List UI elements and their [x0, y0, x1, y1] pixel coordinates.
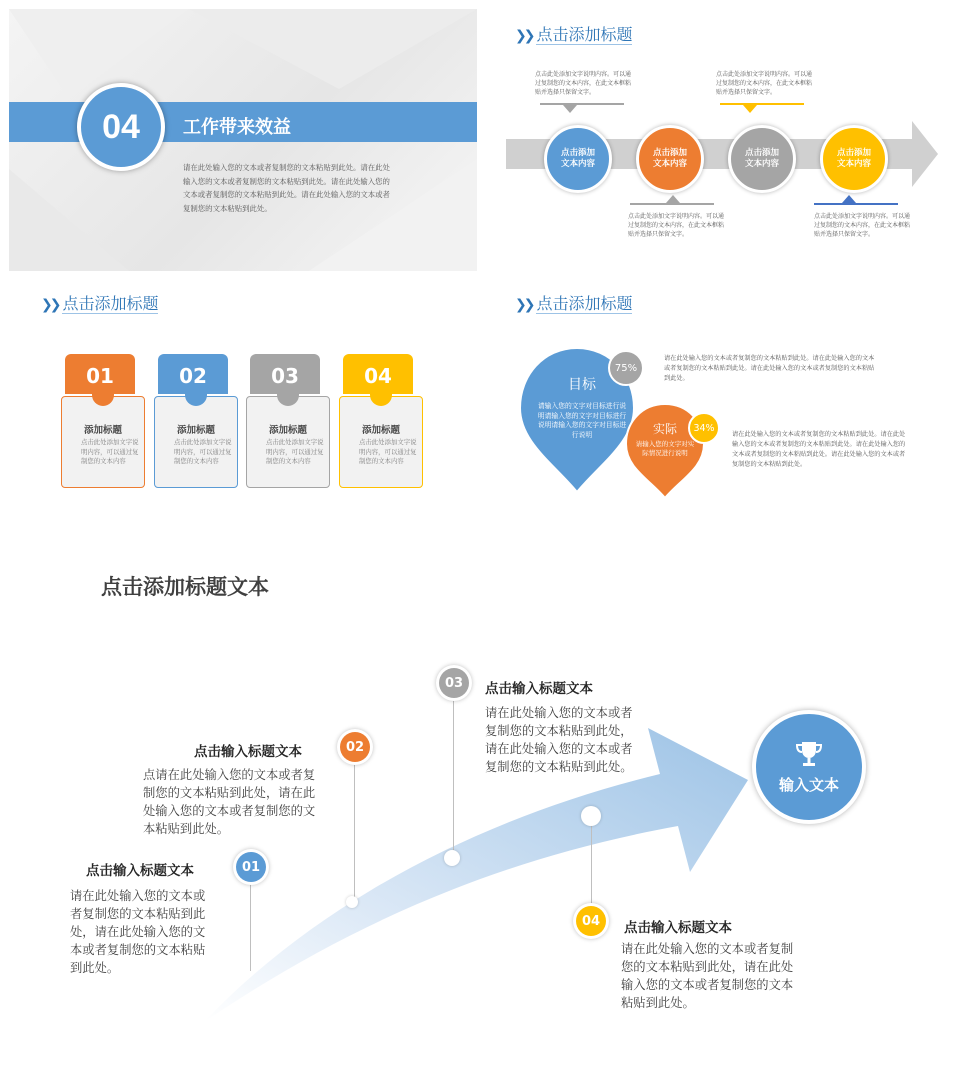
section-number: 04 — [102, 107, 140, 146]
card-number: 01 — [65, 354, 135, 394]
step-heading-1: 点击输入标题文本 — [86, 863, 194, 879]
feature-card-2[interactable] — [154, 354, 230, 486]
slide-4-title: ❯❯ 点击添加标题 — [515, 294, 633, 313]
double-chevron-icon: ❯❯ — [515, 27, 533, 44]
callout-pointer-2 — [666, 195, 680, 203]
section-body: 请在此处输入您的文本或者复制您的文本粘贴到此处。请在此处输入您的文本或者复制您的文本粘贴到此处。请在此处输入您的文本或者复制您的文本粘贴到此处。请在此处输入您的文本或者复制您的文本粘贴到此处。 — [183, 163, 390, 213]
slide-2-title: ❯❯ 点击添加标题 — [515, 25, 633, 44]
actual-text: 请输入您的文字对实际情况进行说明 — [635, 440, 695, 457]
card-title: 添加标题 — [176, 425, 215, 436]
section-number-badge — [77, 83, 165, 171]
goal-percent-badge: 75% — [608, 350, 644, 386]
step-text-1: 请在此处输入您的文本或者复制您的文本粘贴到此处，请在此处输入您的文本或者复制您的文本粘贴到此处。 — [70, 889, 206, 975]
path-dot-4 — [581, 806, 601, 826]
goal-endpoint-label: 输入文本 — [778, 775, 839, 794]
step-badge-3: 03 — [439, 668, 469, 698]
connector-line-1 — [250, 883, 251, 971]
step-text-2: 点请在此处输入您的文本或者复制您的文本粘贴到此处，请在此处输入您的文本或者复制您的文本粘贴到此处。 — [143, 768, 316, 836]
goal-label: 目标 — [568, 377, 596, 393]
step-heading-3: 点击输入标题文本 — [485, 681, 593, 697]
connector-line-4 — [591, 816, 592, 906]
callout-text-3: 点击此处添加文字说明内容。可以通过复制您的文本内容，在此文本框粘贴并选择只保留文字。 — [716, 71, 813, 96]
callout-bar-1 — [540, 103, 624, 105]
timeline-circle-4[interactable]: 点击添加 文本内容 — [820, 125, 888, 193]
slide-3 — [0, 280, 480, 510]
card-title: 添加标题 — [268, 425, 307, 436]
slide-4 — [480, 280, 960, 510]
actual-paragraph: 请在此处输入您的文本或者复制您的文本粘贴到此处。请在此处输入您的文本或者复制您的文本粘贴到此处。请在此处输入您的文本或者复制您的文本粘贴到此处。请在此处输入您的文本或者复制您的文本粘贴到此处。 — [732, 431, 906, 468]
callout-pointer-4 — [842, 195, 856, 203]
double-chevron-icon: ❯❯ — [41, 296, 59, 313]
timeline-circle-3[interactable]: 点击添加 文本内容 — [728, 125, 796, 193]
callout-bar-3 — [720, 103, 804, 105]
callout-bar-2 — [630, 203, 714, 205]
step-badge-4: 04 — [576, 906, 606, 936]
card-number: 03 — [250, 354, 320, 394]
slide-3-title: ❯❯ 点击添加标题 — [41, 294, 159, 313]
timeline-circle-2[interactable]: 点击添加 文本内容 — [636, 125, 704, 193]
card-text: 点击此处添加文字说明内容，可以通过复制您的文本内容 — [81, 438, 139, 465]
slide-1 — [9, 9, 477, 271]
path-dot-2 — [346, 896, 358, 908]
callout-text-2: 点击此处添加文字说明内容。可以通过复制您的文本内容，在此文本框粘贴并选择只保留文字。 — [628, 213, 725, 238]
slide-5-title: 点击添加标题文本 — [101, 575, 269, 599]
step-heading-4: 点击输入标题文本 — [624, 920, 732, 936]
goal-endpoint-circle[interactable] — [752, 710, 866, 824]
step-badge-2: 02 — [340, 732, 370, 762]
slide-2 — [480, 9, 960, 271]
actual-label: 实际 — [653, 422, 678, 436]
connector-line-3 — [453, 700, 454, 850]
double-chevron-icon: ❯❯ — [515, 296, 533, 313]
callout-pointer-1 — [563, 105, 577, 113]
card-title: 添加标题 — [361, 425, 400, 436]
goal-text: 请输入您的文字对目标进行说明请输入您的文字对目标进行说明请输入您的文字对目标进行说明 — [537, 402, 627, 439]
goal-paragraph: 请在此处输入您的文本或者复制您的文本粘贴到此处。请在此处输入您的文本或者复制您的文本粘贴到此处。请在此处输入您的文本或者复制您的文本粘贴到此处。 — [664, 355, 875, 382]
card-text: 点击此处添加文字说明内容，可以通过复制您的文本内容 — [174, 438, 232, 465]
trophy-icon — [793, 740, 825, 768]
card-number: 04 — [343, 354, 413, 394]
card-number: 02 — [158, 354, 228, 394]
feature-card-3[interactable] — [246, 354, 322, 486]
card-text: 点击此处添加文字说明内容，可以通过复制您的文本内容 — [266, 438, 324, 465]
slide-5 — [0, 520, 960, 1084]
step-heading-2: 点击输入标题文本 — [194, 744, 302, 760]
path-dot-3 — [444, 850, 460, 866]
feature-card-4[interactable] — [339, 354, 415, 486]
actual-percent-badge: 34% — [688, 412, 720, 444]
callout-text-4: 点击此处添加文字说明内容。可以通过复制您的文本内容，在此文本框粘贴并选择只保留文字。 — [814, 213, 911, 238]
feature-card-1[interactable] — [61, 354, 137, 486]
section-heading: 工作带来效益 — [183, 117, 291, 138]
card-title: 添加标题 — [83, 425, 122, 436]
timeline-circle-1[interactable]: 点击添加 文本内容 — [544, 125, 612, 193]
step-text-4: 请在此处输入您的文本或者复制您的文本粘贴到此处，请在此处输入您的文本或者复制您的文本粘贴到此处。 — [621, 942, 794, 1010]
card-text: 点击此处添加文字说明内容，可以通过复制您的文本内容 — [359, 438, 417, 465]
connector-line-2 — [354, 764, 355, 900]
callout-bar-4 — [814, 203, 898, 205]
callout-pointer-3 — [743, 105, 757, 113]
step-text-3: 请在此处输入您的文本或者复制您的文本粘贴到此处，请在此处输入您的文本或者复制您的文本粘贴到此处。 — [485, 706, 633, 774]
step-badge-1: 01 — [236, 852, 266, 882]
callout-text-1: 点击此处添加文字说明内容。可以通过复制您的文本内容，在此文本框粘贴并选择只保留文字。 — [535, 71, 632, 96]
